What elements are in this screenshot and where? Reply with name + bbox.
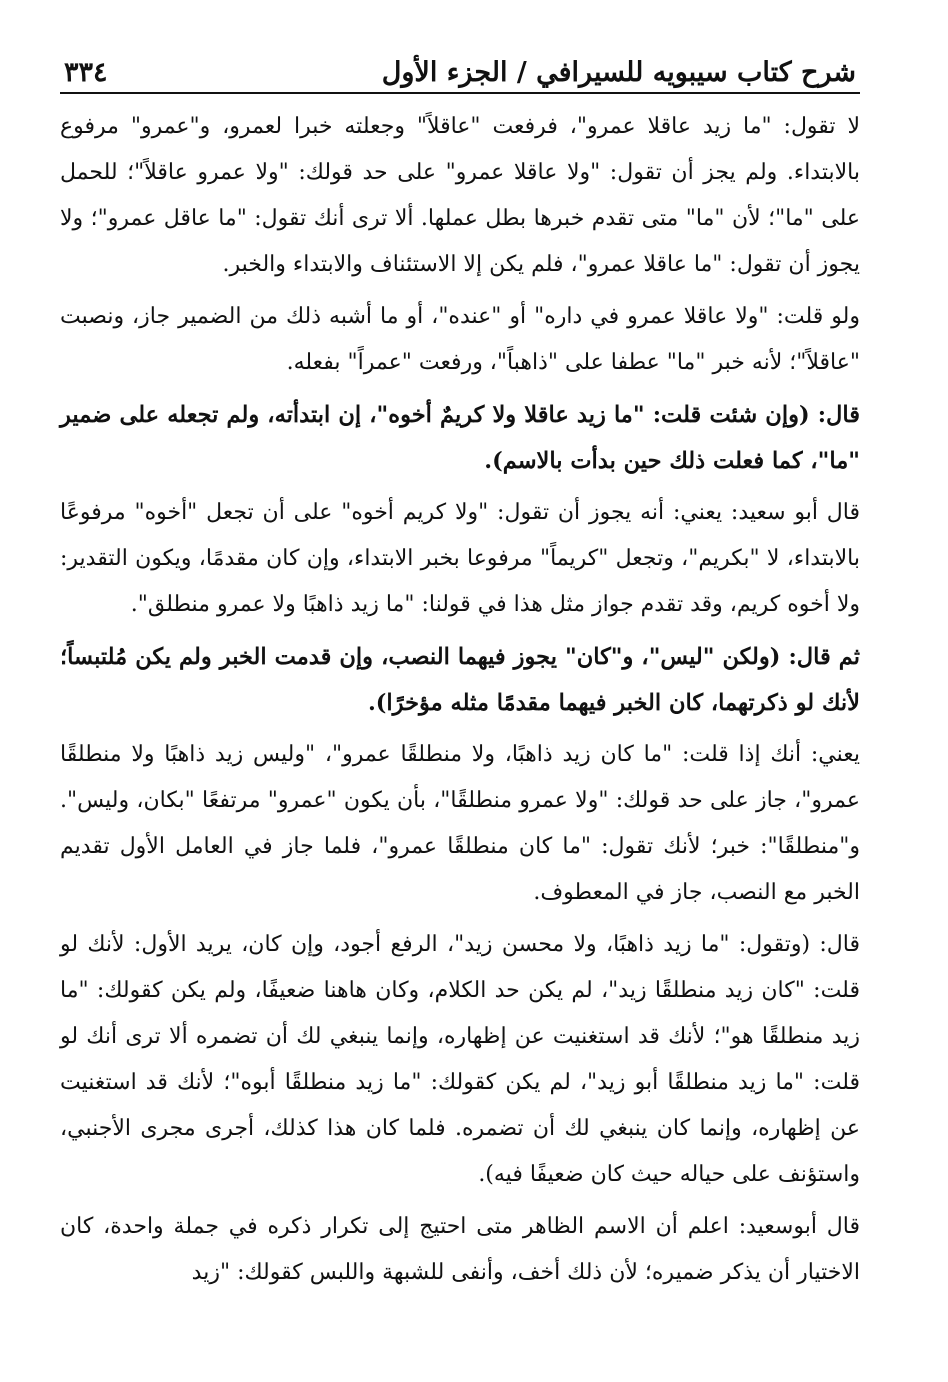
paragraph: قال أبوسعيد: اعلم أن الاسم الظاهر متى احتيج إلى تكرار ذكره في جملة واحدة، كان الاختيار أن يذكر ضميره؛ لأن ذلك أخف، وأنفى للشبهة واللبس كقولك: "زيد	[60, 1214, 860, 1285]
body-text	[60, 104, 860, 1296]
page-number: ٣٣٤	[64, 57, 108, 88]
quoted-paragraph: قال: (وإن شئت قلت: "ما زيد عاقلا ولا كريمٌ أخوه"، إن ابتدأته، ولم تجعله على ضمير "ما"، كما فعلت ذلك حين بدأت بالاسم).	[60, 402, 860, 474]
quoted-paragraph: ثم قال: (ولكن "ليس"، و"كان" يجوز فيهما النصب، وإن قدمت الخبر ولم يكن مُلتبساً؛ لأنك لو ذكرتهما، كان الخبر فيهما مقدمًا مثله مؤخرًا).	[60, 644, 860, 716]
book-page	[60, 34, 860, 1354]
header-rule	[60, 92, 860, 94]
paragraph: قال: (وتقول: "ما زيد ذاهبًا، ولا محسن زيد"، الرفع أجود، وإن كان، يريد الأول: لأنك لو قلت: "كان زيد منطلقًا زيد"، لم يكن حد الكلام، وكان هاهنا ضعيفًا، ولم يكن كقولك: "ما زيد منطلقًا هو"؛ لأنك قد استغنيت عن إظهاره، وإنما ينبغي لك أن تضمره ألا ترى أنك لو قلت: "ما زيد منطلقًا أبو زيد"، لم يكن كقولك: "ما زيد منطلقًا أبوه"؛ لأنك قد استغنيت عن إظهاره، وإنما كان ينبغي لك أن تضمره. فلما كان هذا كذلك، أجرى مجرى الأجنبي، واستؤنف على حياله حيث كان ضعيفًا فيه).	[60, 932, 860, 1187]
page-header	[60, 34, 860, 88]
paragraph: ولو قلت: "ولا عاقلا عمرو في داره" أو "عنده"، أو ما أشبه ذلك من الضمير جاز، ونصبت "عاقلاً"؛ لأنه خبر "ما" عطفا على "ذاهباً"، ورفعت "عمراً" بفعله.	[60, 304, 860, 375]
paragraph: لا تقول: "ما زيد عاقلا عمرو"، فرفعت "عاقلاً" وجعلته خبرا لعمرو، و"عمرو" مرفوع بالابتداء. ولم يجز أن تقول: "ولا عاقلا عمرو" على حد قولك: "ولا عمرو عاقلاً"؛ للحمل على "ما"؛ لأن "ما" متى تقدم خبرها بطل عملها. ألا ترى أنك تقول: "ما عاقل عمرو"؛ ولا يجوز أن تقول: "ما عاقلا عمرو"، فلم يكن إلا الاستئناف والابتداء والخبر.	[60, 114, 860, 277]
paragraph: قال أبو سعيد: يعني: أنه يجوز أن تقول: "ولا كريم أخوه" على أن تجعل "أخوه" مرفوعًا بالابتداء، لا "بكريم"، وتجعل "كريماً" مرفوعا بخبر الابتداء، وإن كان مقدمًا، ويكون التقدير: ولا أخوه كريم، وقد تقدم جواز مثل هذا في قولنا: "ما زيد ذاهبًا ولا عمرو منطلق".	[60, 500, 860, 617]
paragraph: يعني: أنك إذا قلت: "ما كان زيد ذاهبًا، ولا منطلقًا عمرو"، "وليس زيد ذاهبًا ولا منطلقًا عمرو"، جاز على حد قولك: "ولا عمرو منطلقًا"، بأن يكون "عمرو" مرتفعًا "بكان، وليس". و"منطلقًا": خبر؛ لأنك تقول: "ما كان منطلقًا عمرو"، فلما جاز في العامل الأول تقديم الخبر مع النصب، جاز في المعطوف.	[60, 742, 860, 905]
running-title: شرح كتاب سيبويه للسيرافي / الجزء الأول	[381, 57, 856, 88]
